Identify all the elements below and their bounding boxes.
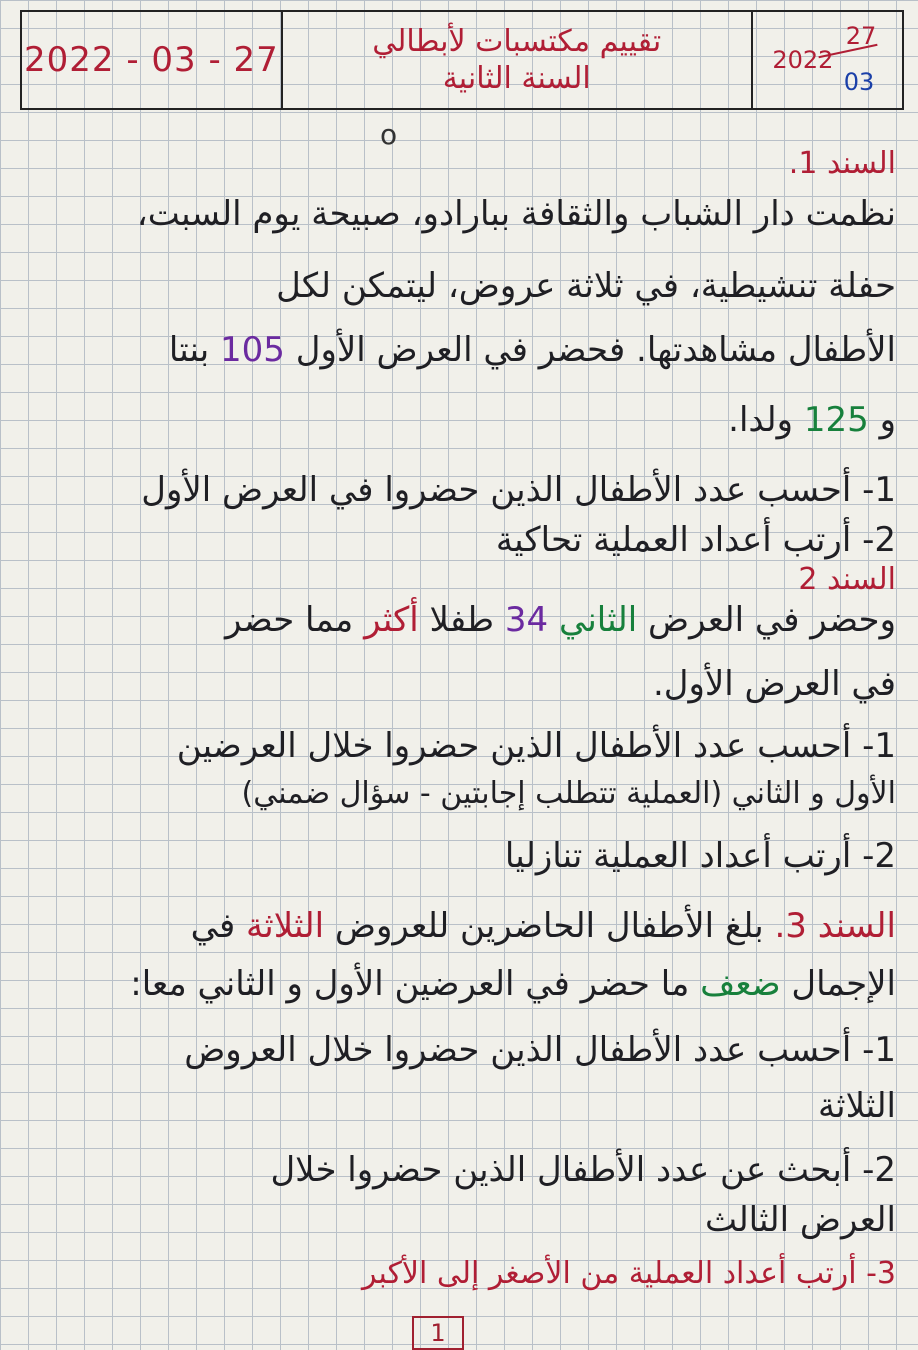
header-fraction-date-cell	[753, 12, 902, 108]
fraction-date-month: 03	[843, 68, 875, 96]
section2-word-second: الثاني	[558, 600, 638, 640]
section2-question1-line2: الأول و الثاني (العملية تتطلب إجابتين - سؤال ضمني)	[241, 776, 896, 811]
header-subtitle: السنة الثانية	[442, 61, 591, 96]
header-title-cell	[283, 12, 753, 108]
section3-word-total: الإجمال	[791, 964, 896, 1004]
section1-line3	[18, 326, 896, 374]
section1-line2: حفلة تنشيطية، في ثلاثة عروض، ليتمكن لكل	[276, 266, 896, 306]
section3-question1-line1: 1- أحسب عدد الأطفال الذين حضروا خلال العروض	[184, 1030, 896, 1070]
fraction-date	[772, 20, 882, 100]
section3-question2-line2: العرض الثالث	[704, 1200, 896, 1240]
section3-line1	[18, 902, 896, 950]
section2-question1-line1: 1- أحسب عدد الأطفال الذين حضروا خلال العرضين	[176, 726, 896, 766]
section2-heading: السند 2	[798, 562, 896, 597]
section3-line2	[18, 960, 896, 1008]
section1-question1: 1- أحسب عدد الأطفال الذين حضروا في العرض الأول	[141, 470, 896, 510]
page-number: 1	[412, 1316, 464, 1350]
header-date-left: 2022 - 03 - 27	[23, 40, 279, 80]
section2-line1	[18, 596, 896, 644]
fraction-date-day: 27	[845, 22, 877, 50]
section2-text-a: وحضر في العرض	[648, 600, 896, 640]
section3-question1-line2: الثلاثة	[817, 1086, 896, 1126]
section3-heading: السند 3.	[774, 906, 896, 946]
fraction-date-year: 2022	[772, 46, 834, 74]
section1-heading: السند 1.	[788, 146, 896, 181]
section1-line4	[18, 396, 896, 444]
section2-word-children: طفلا	[429, 600, 495, 640]
section1-line3-text: الأطفال مشاهدتها. فحضر في العرض الأول	[295, 330, 896, 370]
top-mark: o	[380, 118, 398, 151]
exam-header	[20, 10, 904, 110]
section3-question3: 3- أرتب أعداد العملية من الأصغر إلى الأكبر	[361, 1256, 896, 1291]
section2-word-more: أكثر	[364, 600, 419, 640]
header-title: تقييم مكتسبات لأبطالي	[372, 24, 662, 59]
section3-text-c: ما حضر في العرضين الأول و الثاني معا:	[130, 964, 690, 1004]
section1-line3-girls: بنتا	[168, 330, 210, 370]
section3-word-three: الثلاثة	[246, 906, 325, 946]
section1-line4-boys: ولدا.	[728, 400, 794, 440]
section3-word-in: في	[190, 906, 236, 946]
section1-number-125: 125	[803, 400, 869, 440]
section2-text-e: مما حضر	[224, 600, 354, 640]
section3-question2-line1: 2- أبحث عن عدد الأطفال الذين حضروا خلال	[270, 1150, 896, 1190]
section2-question2: 2- أرتب أعداد العملية تنازليا	[504, 836, 896, 876]
section2-line2: في العرض الأول.	[652, 664, 896, 704]
section1-line4-and: و	[879, 400, 896, 440]
section3-text-a: بلغ الأطفال الحاضرين للعروض	[334, 906, 764, 946]
section2-number-34: 34	[504, 600, 549, 640]
section1-question2: 2- أرتب أعداد العملية تحاكية	[495, 520, 896, 560]
section1-number-105: 105	[220, 330, 285, 370]
header-date-cell	[22, 12, 283, 108]
section3-word-double: ضعف	[700, 964, 781, 1004]
section1-line1: نظمت دار الشباب والثقافة ببارادو، صبيحة يوم السبت،	[136, 194, 896, 234]
